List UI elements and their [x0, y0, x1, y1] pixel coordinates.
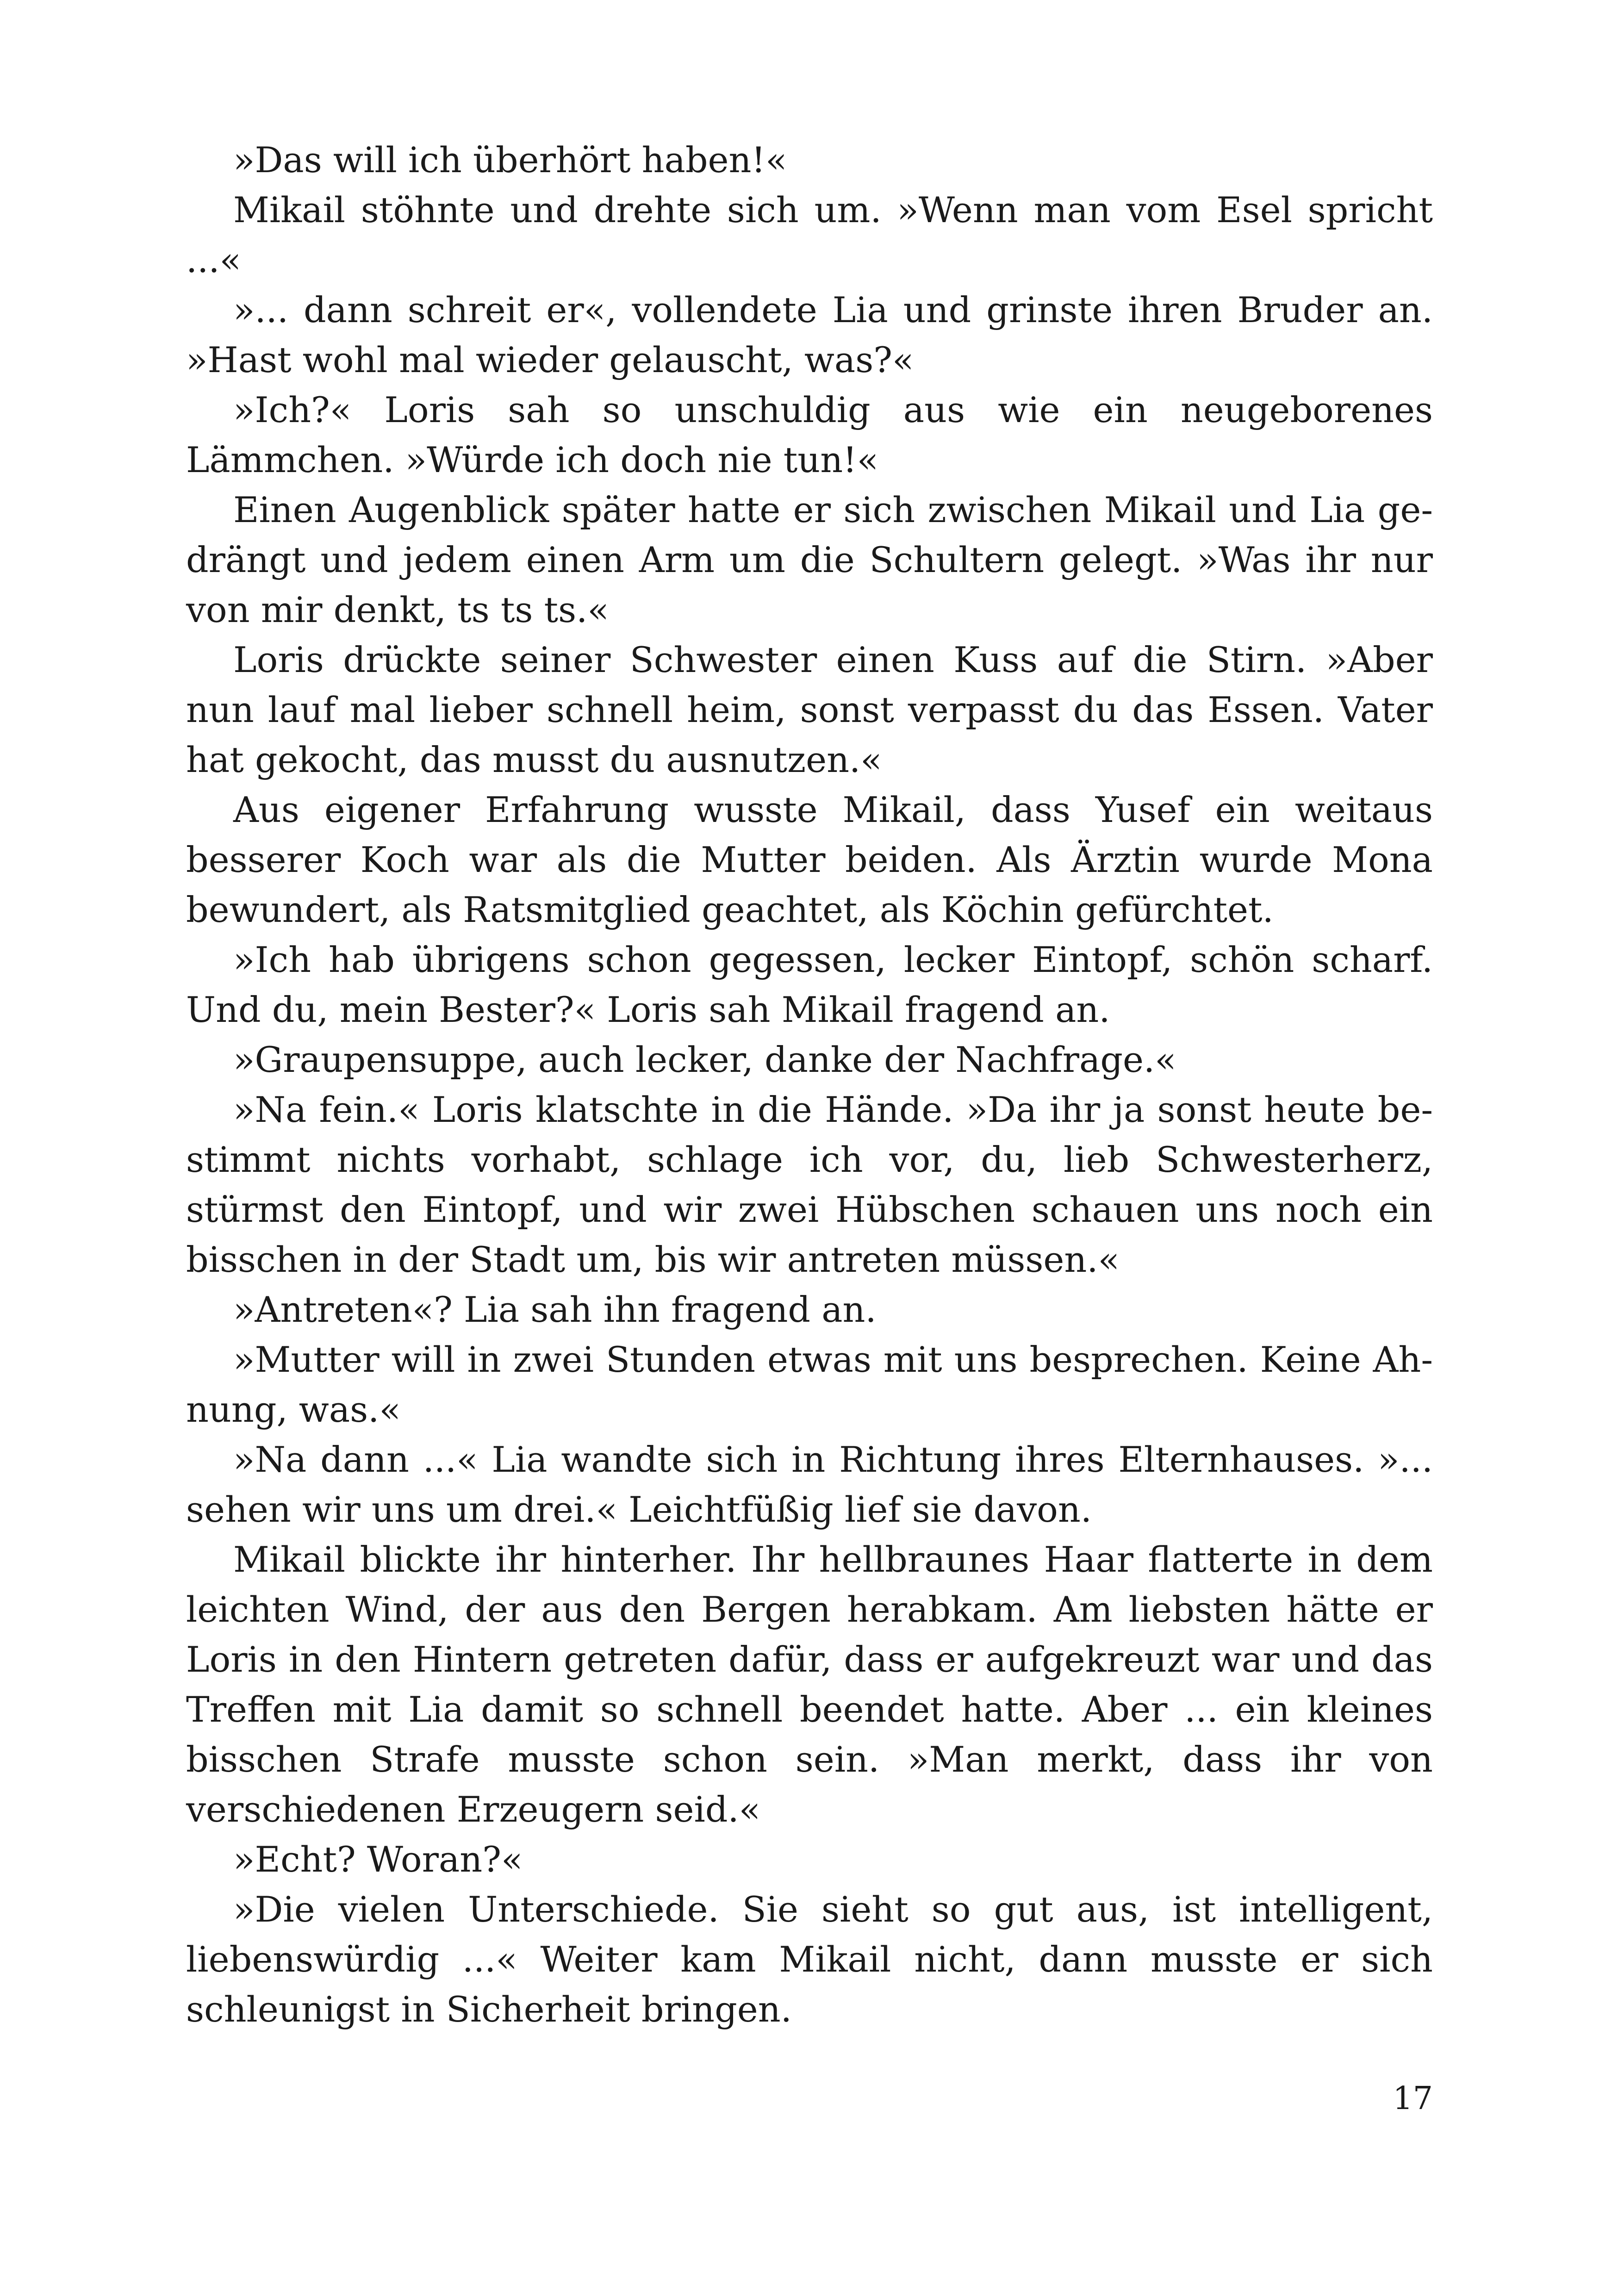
paragraph: Aus eigener Erfahrung wusste Mikail, dass Yusef ein weitaus besserer Koch war als die Mutter beiden. Als Ärztin wurde Mona bewundert, als Ratsmitglied geachtet, als Köchin gefürchtet.: [186, 789, 1433, 930]
paragraph: »Mutter will in zwei Stunden etwas mit uns besprechen. Keine Ahnung, was.«: [186, 1339, 1433, 1430]
paragraph: Einen Augenblick später hatte er sich zwischen Mikail und Lia gedrängt und jedem einen Arm um die Schultern gelegt. »Was ihr nur von mir denkt, ts ts ts.«: [186, 489, 1433, 630]
paragraph: »Graupensuppe, auch lecker, danke der Nachfrage.«: [233, 1039, 1176, 1080]
page-number: 17: [1393, 2080, 1433, 2117]
paragraph: »Na dann ...« Lia wandte sich in Richtung ihres Elternhauses. »... sehen wir uns um drei.« Leichtfüßig lief sie davon.: [186, 1439, 1433, 1530]
paragraph: »Echt? Woran?«: [233, 1839, 523, 1880]
paragraph: »Antreten«? Lia sah ihn fragend an.: [233, 1289, 877, 1330]
paragraph: »Das will ich überhört haben!«: [233, 139, 787, 180]
paragraph: Loris drückte seiner Schwester einen Kuss auf die Stirn. »Aber nun lauf mal lieber schnell heim, sonst verpasst du das Essen. Vater hat gekocht, das musst du ausnutzen.«: [186, 639, 1433, 780]
paragraph: »Ich hab übrigens schon gegessen, lecker Eintopf, schön scharf. Und du, mein Bester?« Loris sah Mikail fragend an.: [186, 939, 1433, 1030]
paragraph: Mikail stöhnte und drehte sich um. »Wenn man vom Esel spricht ...«: [186, 189, 1433, 280]
paragraph: Mikail blickte ihr hinterher. Ihr hellbraunes Haar flatterte in dem leichten Wind, der aus den Bergen herabkam. Am liebsten hätte er Loris in den Hintern getreten dafür, dass er aufgekreuzt war und das Treffen mit Lia damit so schnell beendet hatte. Aber ... ein kleines bisschen Strafe musste schon sein. »Man merkt, dass ihr von verschiedenen Erzeugern seid.«: [186, 1539, 1433, 1830]
paragraph: »Die vielen Unterschiede. Sie sieht so gut aus, ist intelligent, liebenswürdig ...« Weiter kam Mikail nicht, dann musste er sich schleunigst in Sicherheit bringen.: [186, 1889, 1433, 2030]
paragraph: »Na fein.« Loris klatschte in die Hände. »Da ihr ja sonst heute bestimmt nichts vorhabt, schlage ich vor, du, lieb Schwesterherz, stürmst den Eintopf, und wir zwei Hübschen schauen uns noch ein bisschen in der Stadt um, bis wir antreten müssen.«: [186, 1089, 1433, 1280]
paragraph: »... dann schreit er«, vollendete Lia und grinste ihren Bruder an. »Hast wohl mal wieder gelauscht, was?«: [186, 289, 1433, 380]
paragraph: »Ich?« Loris sah so unschuldig aus wie ein neugeborenes Lämmchen. »Würde ich doch nie tun!«: [186, 389, 1433, 480]
body-text: [186, 135, 1433, 2035]
